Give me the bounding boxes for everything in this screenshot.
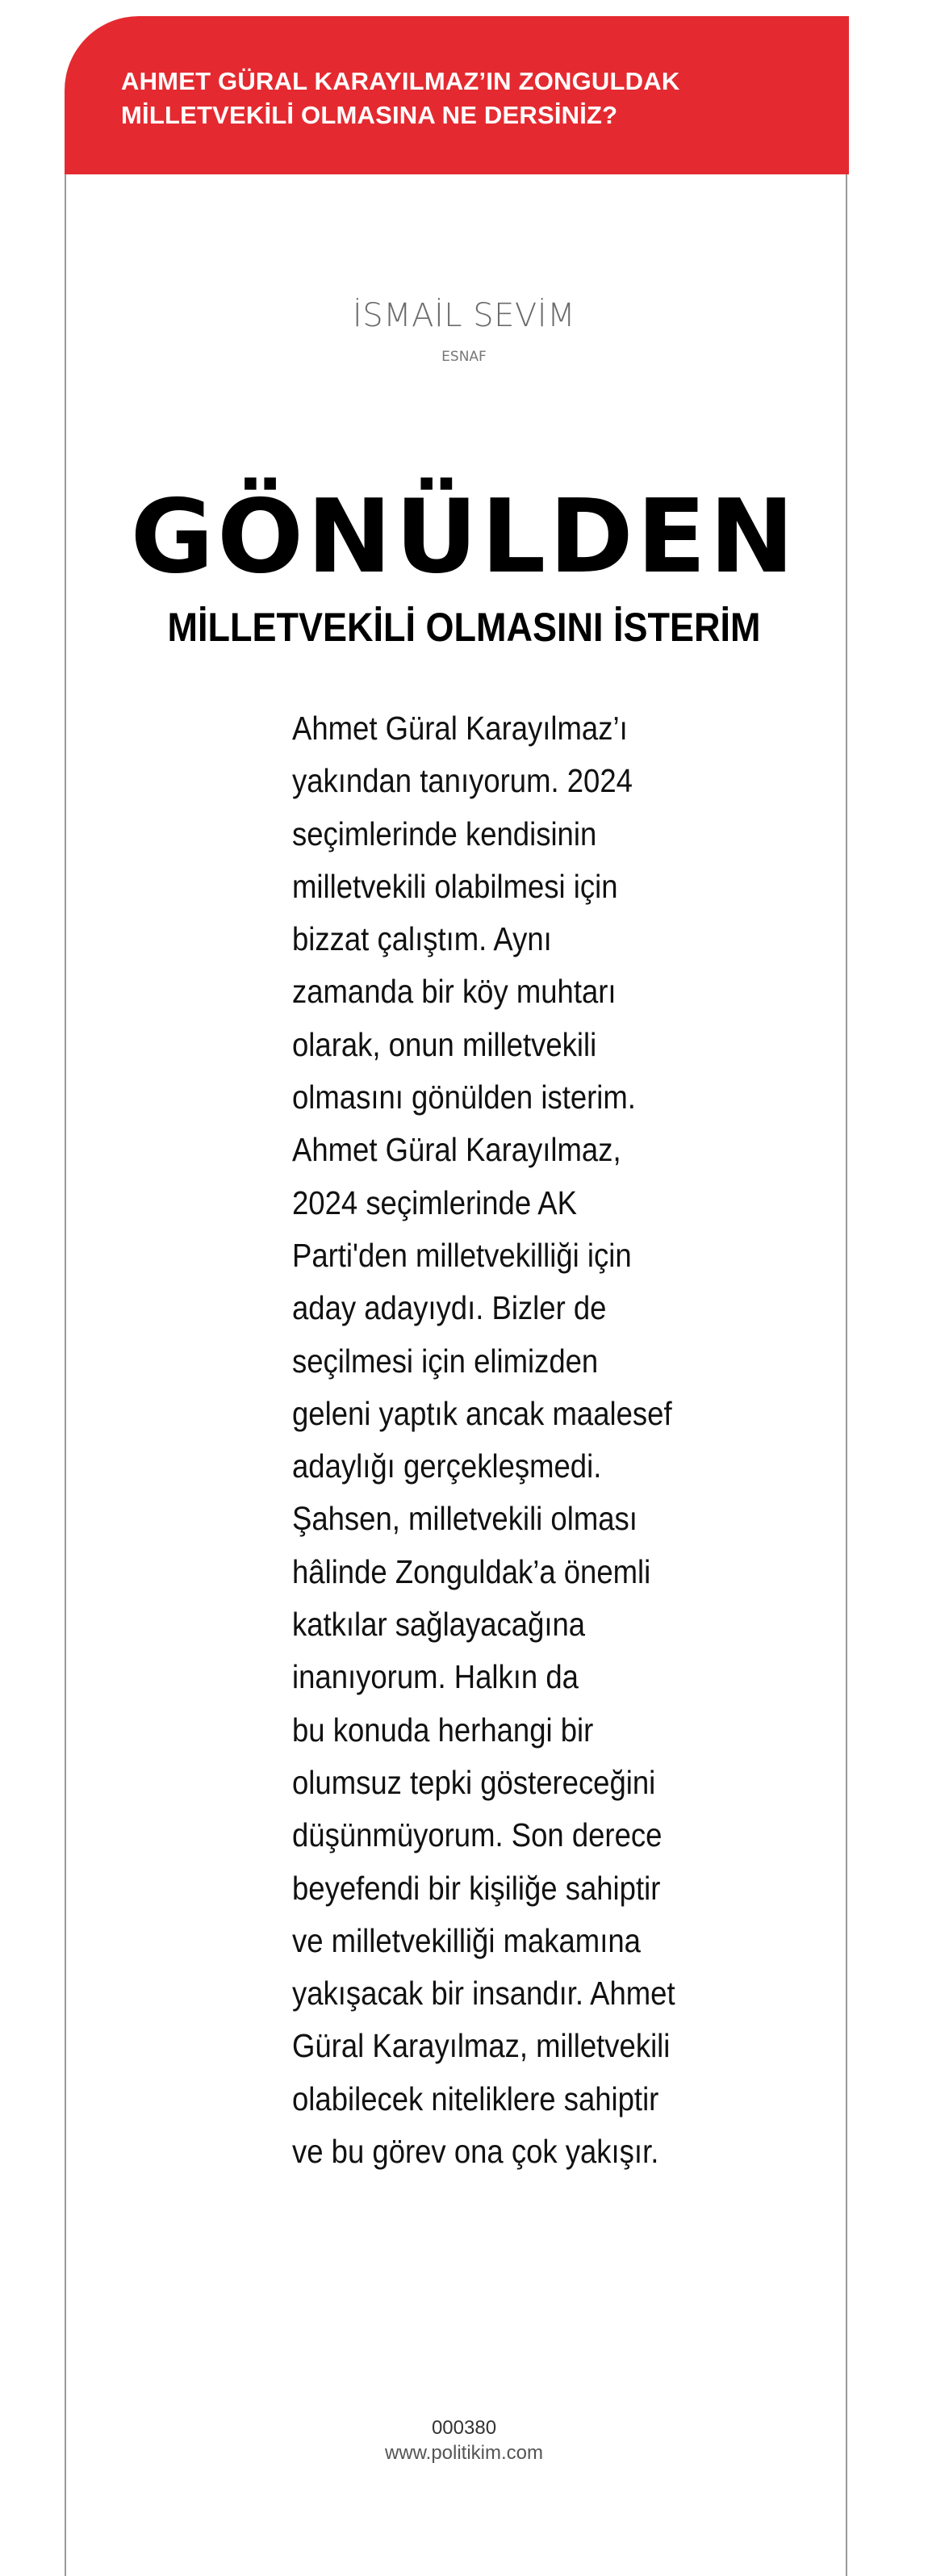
body-line: geleni yaptık ancak maalesef [292,1394,672,1432]
body-line: olabilecek niteliklere sahiptir [292,2080,659,2117]
body-line: seçimlerinde kendisinin [292,815,597,852]
body-line: seçilmesi için elimizden [292,1342,599,1380]
body-line: yakından tanıyorum. 2024 [292,762,633,800]
body-line: zamanda bir köy muhtarı [292,973,617,1011]
body-line: beyefendi bir kişiliğe sahiptir [292,1869,661,1907]
headline: GÖNÜLDEN [130,477,798,596]
body-line: aday adayıydı. Bizler de [292,1289,607,1327]
body-line: Ahmet Güral Karayılmaz’ı [292,710,628,747]
body-line: olarak, onun milletvekili [292,1025,597,1063]
body-line: Güral Karayılmaz, milletvekili [292,2027,671,2065]
body-line: olumsuz tepki göstereceğini [292,1763,656,1801]
body-line: bu konuda herhangi bir [292,1711,594,1749]
body-line: Ahmet Güral Karayılmaz, [292,1131,621,1169]
header-banner [65,16,849,174]
body-line: Parti'den milletvekilliği için [292,1236,632,1274]
body-line: katkılar sağlayacağına [292,1606,586,1644]
subheadline: MİLLETVEKİLİ OLMASINI İSTERİM [167,605,761,650]
body-line: bizzat çalıştım. Aynı [292,920,552,958]
footer-url: www.politikim.com [384,2442,544,2464]
header-title-line-2: MİLLETVEKİLİ OLMASINA NE DERSİNİZ? [121,101,618,129]
body-line: yakışacak bir insandır. Ahmet [292,1975,675,2013]
body-text [292,702,744,2178]
footer-code: 000380 [431,2417,497,2439]
body-line: 2024 seçimlerinde AK [292,1183,577,1221]
person-name: İSMAİL SEVİM [352,297,576,334]
body-line: adaylığı gerçekleşmedi. [292,1447,602,1485]
body-line: düşünmüyorum. Son derece [292,1816,663,1854]
body-line: milletvekili olabilmesi için [292,867,618,905]
header-title-line-1: AHMET GÜRAL KARAYILMAZ’IN ZONGULDAK [121,67,680,95]
body-line: Şahsen, milletvekili olması [292,1500,637,1538]
body-line: olmasını gönülden isterim. [292,1079,636,1116]
body-line: ve milletvekilliği makamına [292,1921,641,1959]
body-line: inanıyorum. Halkın da [292,1658,579,1696]
body-line: ve bu görev ona çok yakışır. [292,2133,659,2171]
person-role: ESNAF [441,349,487,365]
body-line: hâlinde Zonguldak’a önemli [292,1552,651,1590]
